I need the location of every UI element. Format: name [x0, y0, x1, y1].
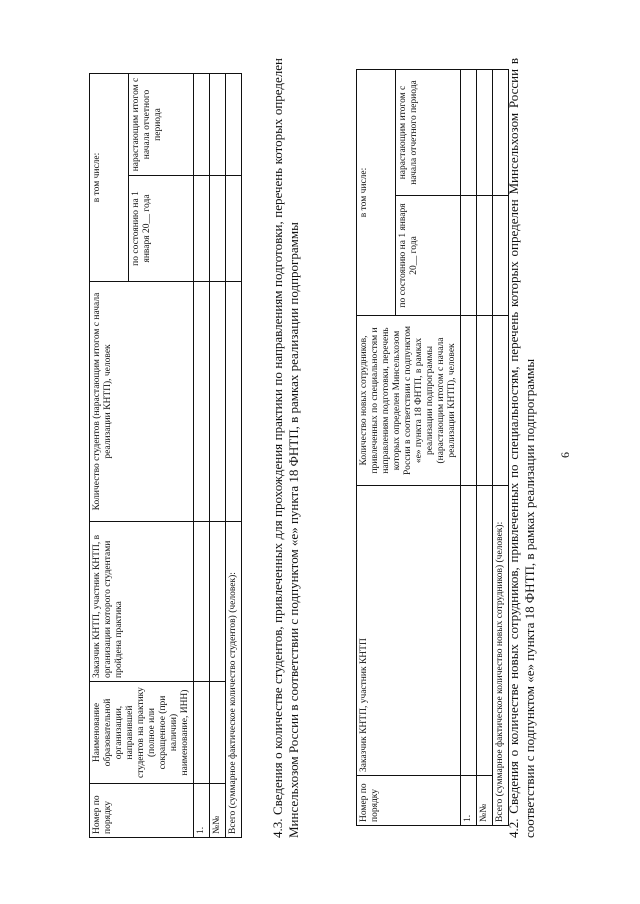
table-cell — [194, 176, 210, 282]
table-4-3-total-label: Всего (суммарное фактическое количество студентов) (человек): — [226, 522, 242, 838]
table-cell — [210, 522, 226, 682]
table-4-2-total-label: Всего (суммарное фактическое количество новых сотрудников) (человек): — [493, 486, 509, 826]
table-cell — [194, 74, 210, 176]
table-4-3-header-org: Наименование образовательной организации, направившей студентов на практику (полное или сокращенное (при наличии) наименование, ИНН) — [90, 682, 194, 784]
table-4-3-header-number: Номер по порядку — [90, 784, 194, 838]
table-cell — [226, 176, 242, 282]
table-cell — [194, 522, 210, 682]
table-4-3 — [89, 73, 242, 838]
table-cell — [477, 196, 493, 316]
table-cell — [493, 70, 509, 196]
table-cell — [210, 176, 226, 282]
table-4-3-row-1-label: 1. — [194, 784, 210, 838]
table-cell — [461, 70, 477, 196]
table-4-3-header-incl: в том числе: — [90, 74, 129, 282]
table-cell — [493, 316, 509, 486]
section-4-3-heading: 4.3. Сведения о количестве студентов, привлеченных для прохождения практики по направлениям подготовки, перечень которых определен Минсельхозом России в соответствии с подпунктом «е» пункта 18 ФНТП, в рамках реализации подпрограммы — [270, 58, 301, 838]
table-cell — [210, 282, 226, 522]
table-4-3-header-asof: по состоянию на 1 января 20__ года — [129, 176, 194, 282]
table-cell — [477, 316, 493, 486]
table-4-2 — [356, 69, 509, 826]
table-cell — [493, 196, 509, 316]
table-cell — [461, 486, 477, 776]
table-cell — [194, 282, 210, 522]
table-4-2-header-count: Количество новых сотрудников, привлеченных по специальностям и направлениям подготовки, перечень которых определен Минсельхозом России в соответствии с подпунктом «е» пункта 18 ФНТП, в рамках реализации подпрограммы (нарастающим итогом с начала реализации КНТП), человек — [357, 316, 461, 486]
table-4-2-header-number: Номер по порядку — [357, 776, 461, 826]
table-cell — [461, 196, 477, 316]
page-number: 6 — [558, 452, 572, 458]
table-cell — [477, 486, 493, 776]
table-4-3-row-2-label: №№ — [210, 784, 226, 838]
section-4-2-heading: 4.2. Сведения о количестве новых сотрудников, привлеченных по специальностям, перечень которых определен Минсельхозом России в соответствии с подпунктом «е» пункта 18 ФНТП, в рамках реализации подпрограммы — [506, 58, 537, 838]
table-4-2-row-1-label: 1. — [461, 776, 477, 826]
table-4-2-row-2-label: №№ — [477, 776, 493, 826]
table-cell — [226, 282, 242, 522]
table-cell — [226, 74, 242, 176]
table-cell — [461, 316, 477, 486]
table-cell — [210, 682, 226, 784]
table-4-3-header-participant: Заказчик КНТП, участник КНТП, в организации которого студентами пройдена практика — [90, 522, 194, 682]
table-4-3-header-cumulative: нарастающим итогом с начала отчетного периода — [129, 74, 194, 176]
table-4-3-header-students: Количество студентов (нарастающим итогом с начала реализации КНТП), человек — [90, 282, 194, 522]
table-cell — [477, 70, 493, 196]
table-4-2-header-asof: по состоянию на 1 января 20__ года — [396, 196, 461, 316]
table-4-2-header-customer: Заказчик КНТП, участник КНТП — [357, 486, 461, 776]
table-4-2-header-incl: в том числе: — [357, 70, 396, 316]
table-4-2-header-cumulative: нарастающим итогом с начала отчетного периода — [396, 70, 461, 196]
table-cell — [194, 682, 210, 784]
table-cell — [210, 74, 226, 176]
